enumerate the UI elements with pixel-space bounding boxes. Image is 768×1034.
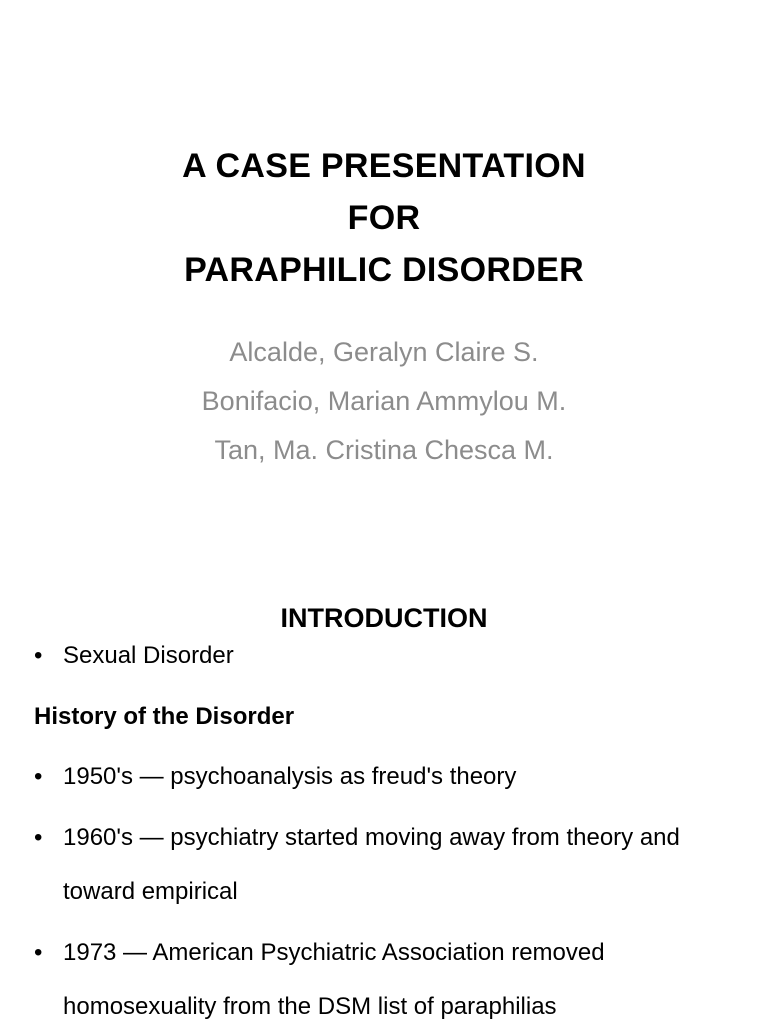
author-name: Tan, Ma. Cristina Chesca M.	[214, 435, 554, 465]
bullet-item	[34, 750, 734, 804]
bullet-text: 1950's — psychoanalysis as freud's theory	[63, 763, 517, 790]
bullet-item	[34, 811, 734, 919]
section-heading: INTRODUCTION	[280, 603, 488, 633]
bullet-text: Sexual Disorder	[63, 642, 234, 669]
bullet-text: 1960's — psychiatry started moving away from theory and toward empirical	[63, 824, 680, 905]
title-line-2: FOR	[347, 199, 421, 237]
bullet-icon: •	[34, 763, 43, 790]
presentation-title	[0, 140, 768, 296]
bullet-item	[34, 926, 734, 1034]
bullet-icon: •	[34, 642, 43, 669]
author-list	[0, 328, 768, 475]
subheading: History of the Disorder	[34, 703, 295, 730]
author-name: Bonifacio, Marian Ammylou M.	[201, 386, 567, 416]
author-name: Alcalde, Geralyn Claire S.	[229, 337, 539, 367]
introduction-slide	[0, 560, 768, 1024]
title-line-1: A CASE PRESENTATION	[182, 147, 586, 185]
title-line-3: PARAPHILIC DISORDER	[184, 251, 584, 289]
bullet-icon: •	[34, 939, 43, 966]
bullet-item	[34, 629, 734, 683]
bullet-text: 1973 — American Psychiatric Association removed homosexuality from the DSM list of paraphilias	[63, 939, 605, 1020]
bullet-icon: •	[34, 824, 43, 851]
